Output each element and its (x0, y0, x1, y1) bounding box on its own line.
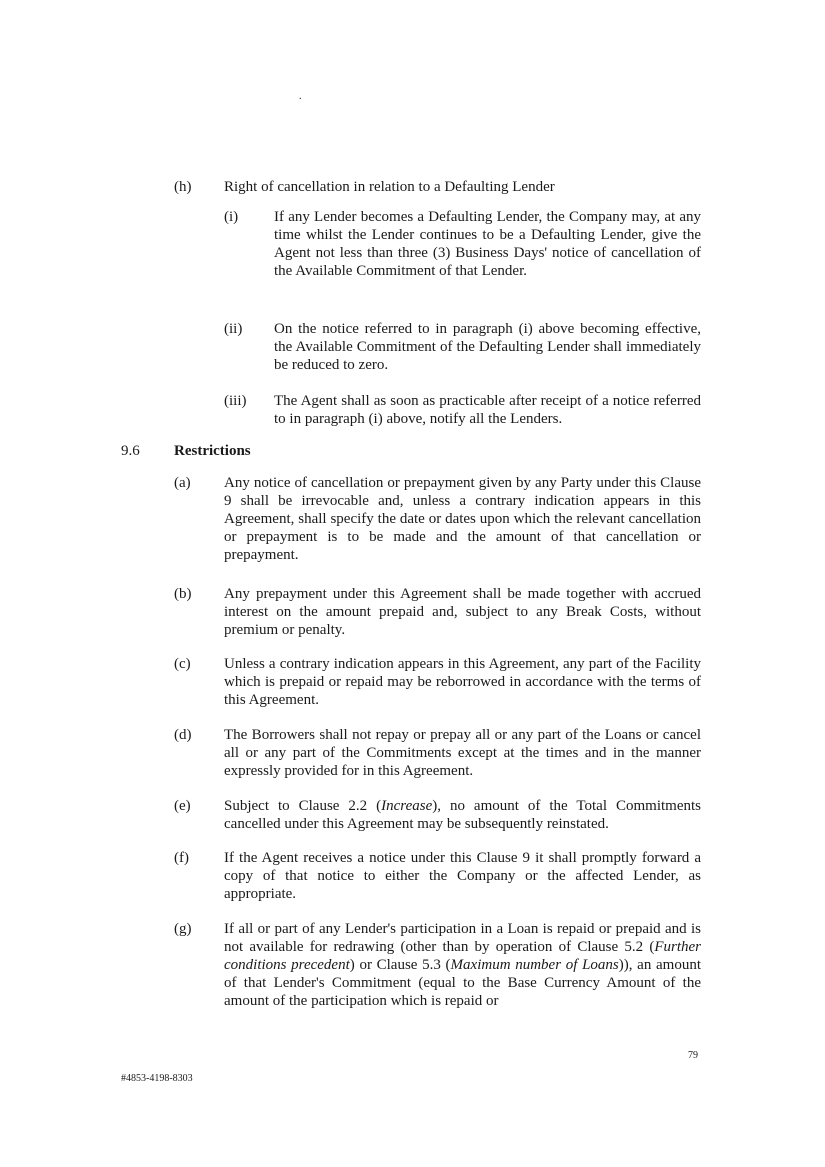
clause-h-iii-label: (iii) (224, 393, 247, 409)
clause-h-iii-text: The Agent shall as soon as practicable after receipt of a notice referred to in paragraph (i) above, notify all the Lenders. (274, 393, 701, 427)
restriction-b-text: Any prepayment under this Agreement shall be made together with accrued interest on the amount prepaid and, subject to any Break Costs, without premium or penalty. (224, 586, 701, 638)
restriction-e-text (224, 797, 701, 833)
restriction-c-label: (c) (174, 656, 191, 672)
restriction-d-label: (d) (174, 727, 192, 743)
restriction-f-label: (f) (174, 850, 189, 866)
clause-h-i-text: If any Lender becomes a Defaulting Lender, the Company may, at any time whilst the Lender continues to be a Defaulting Lender, give the Agent not less than three (3) Business Days' notice of cancellation of the Available Commitment of that Lender. (274, 209, 701, 279)
restriction-g-italic: Further conditions precedent (224, 939, 701, 973)
section-number: 9.6 (121, 443, 140, 459)
restriction-e-label: (e) (174, 798, 191, 814)
restriction-a-text: Any notice of cancellation or prepayment given by any Party under this Clause 9 shall be irrevocable and, unless a contrary indication appears in this Agreement, shall specify the date or dates upon which the relevant cancellation or prepayment is to be made and the amount of that cancellation or prepayment. (224, 475, 701, 563)
restriction-g-label: (g) (174, 921, 192, 937)
page-number: 79 (688, 1050, 698, 1061)
section-title: Restrictions (174, 443, 251, 459)
restriction-c-text: Unless a contrary indication appears in this Agreement, any part of the Facility which is prepaid or repaid may be reborrowed in accordance with the terms of this Agreement. (224, 656, 701, 708)
restriction-g-text-part: )), an amount of that Lender's Commitment (equal to the Base Currency Amount of the amount of the participation which is repaid or (224, 957, 701, 1009)
restriction-b-label: (b) (174, 586, 192, 602)
restriction-g-text-part: If all or part of any Lender's participation in a Loan is repaid or prepaid and is not available for redrawing (other than by operation of Clause 5.2 ( (224, 921, 701, 955)
restriction-e-text-part: Subject to Clause 2.2 ( (224, 798, 382, 814)
clause-h-label: (h) (174, 179, 192, 195)
restriction-a-label: (a) (174, 475, 191, 491)
clause-h-ii-label: (ii) (224, 321, 243, 337)
document-id: #4853-4198-8303 (121, 1073, 193, 1084)
clause-h-i-label: (i) (224, 209, 239, 225)
restriction-e-text-part: ), no amount of the Total Commitments cancelled under this Agreement may be subsequently reinstated. (224, 798, 701, 832)
restriction-d-text: The Borrowers shall not repay or prepay all or any part of the Loans or cancel all or any part of the Commitments except at the times and in the manner expressly provided for in this Agreement. (224, 727, 701, 779)
restriction-e-italic: Increase (381, 798, 433, 814)
restriction-g-text (224, 920, 701, 1010)
header-mark: . (299, 91, 302, 102)
clause-h-ii-text: On the notice referred to in paragraph (i) above becoming effective, the Available Commitment of the Defaulting Lender shall immediately be reduced to zero. (274, 321, 701, 373)
restriction-g-text-part: ) or Clause 5.3 ( (349, 957, 451, 973)
clause-h-title: Right of cancellation in relation to a Defaulting Lender (224, 179, 555, 195)
restriction-f-text: If the Agent receives a notice under this Clause 9 it shall promptly forward a copy of that notice to either the Company or the affected Lender, as appropriate. (224, 850, 701, 902)
restriction-g-italic: Maximum number of Loans (450, 957, 619, 973)
